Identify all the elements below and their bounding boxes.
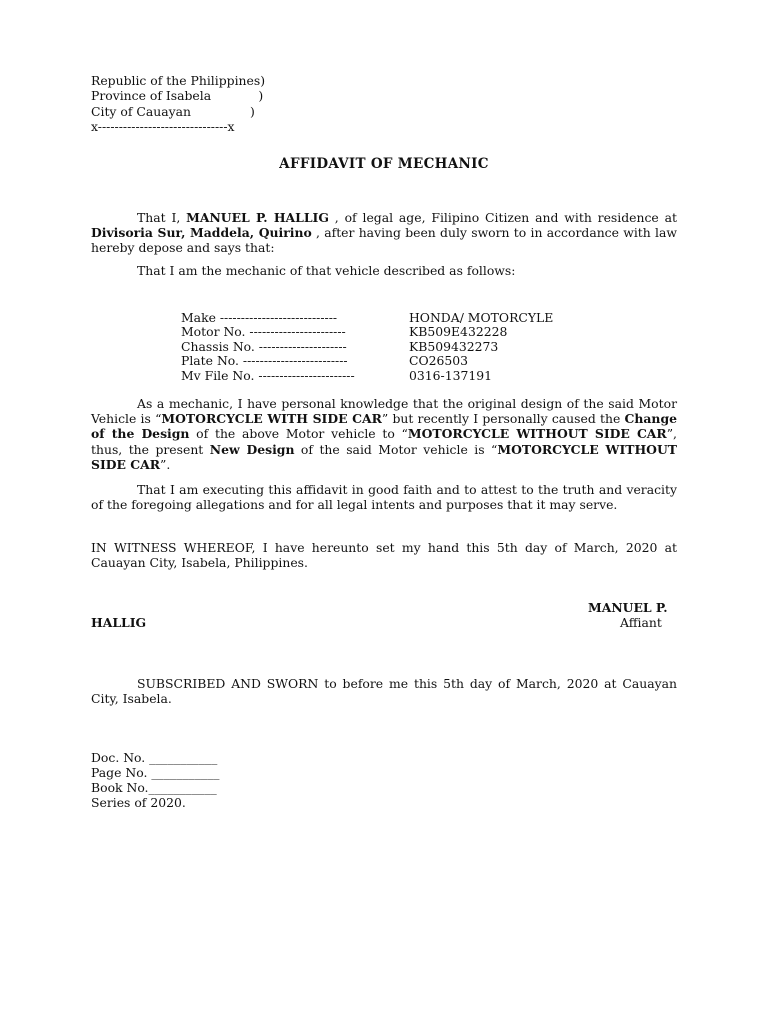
new-design-label: New Design bbox=[209, 441, 295, 457]
new-design: MOTORCYCLE WITHOUT SIDE CAR bbox=[91, 441, 677, 472]
vehicle-label: Make ---------------------------- bbox=[181, 310, 338, 325]
subscribed-text: SUBSCRIBED AND SWORN to before me this 5th day of March, 2020 at Cauayan City, Isabela. bbox=[91, 676, 677, 707]
vehicle-label: Chassis No. --------------------- bbox=[181, 339, 347, 354]
mechanic-statement: That I am the mechanic of that vehicle described as follows: bbox=[137, 263, 516, 278]
signature-name-part2: HALLIG bbox=[91, 615, 147, 630]
vehicle-value: KB509E432228 bbox=[409, 324, 508, 339]
document-title: AFFIDAVIT OF MECHANIC bbox=[279, 156, 489, 172]
knowledge-paragraph bbox=[91, 396, 677, 472]
knowledge-text-5: of the said Motor vehicle is “ bbox=[294, 441, 498, 457]
good-faith-text: That I am executing this affidavit in good faith and to attest to the truth and veracity of the foregoing allegations and for all legal intents and purposes that it may serve. bbox=[91, 482, 677, 513]
vehicle-label: Plate No. ------------------------- bbox=[181, 353, 348, 368]
knowledge-text-3: of the above Motor vehicle to “ bbox=[189, 426, 408, 442]
series: Series of 2020. bbox=[91, 795, 186, 810]
vehicle-row-plate bbox=[181, 353, 601, 368]
signature-name-part1: MANUEL P. bbox=[588, 600, 668, 615]
subscribed-paragraph bbox=[91, 676, 677, 706]
knowledge-text-1: As a mechanic, I have personal knowledge that the original design of the said Motor Vehicle is “ bbox=[91, 396, 677, 427]
book-no: Book No.___________ bbox=[91, 780, 217, 795]
witness-text: IN WITNESS WHEREOF, I have hereunto set my hand this 5th day of March, 2020 at Cauayan City, Isabela, Philippines. bbox=[91, 540, 677, 571]
changed-design: MOTORCYCLE WITHOUT SIDE CAR bbox=[407, 426, 667, 442]
intro-text-1: That I, bbox=[137, 210, 187, 225]
good-faith-paragraph bbox=[91, 482, 677, 512]
vehicle-label: Motor No. ----------------------- bbox=[181, 324, 346, 339]
vehicle-value: CO26503 bbox=[409, 353, 469, 368]
page-no: Page No. ___________ bbox=[91, 765, 220, 780]
header-province: Province of Isabela ) bbox=[91, 88, 264, 103]
knowledge-text-6: ”. bbox=[160, 456, 171, 472]
vehicle-value: KB509432273 bbox=[409, 339, 499, 354]
residence-address: Divisoria Sur, Maddela, Quirino bbox=[91, 225, 312, 241]
header-separator: x-------------------------------x bbox=[91, 119, 235, 134]
knowledge-text-2: ” but recently I personally caused the bbox=[381, 411, 625, 427]
header-republic: Republic of the Philippines) bbox=[91, 73, 266, 88]
affiant-label: Affiant bbox=[620, 615, 662, 630]
intro-text-2: , of legal age, Filipino Citizen and with residence at bbox=[328, 210, 677, 225]
vehicle-value: 0316-137191 bbox=[409, 368, 493, 383]
vehicle-label: Mv File No. ----------------------- bbox=[181, 368, 355, 383]
vehicle-row-make bbox=[181, 310, 601, 325]
change-of-design: Change of the Design bbox=[91, 411, 677, 442]
vehicle-value: HONDA/ MOTORCYLE bbox=[409, 310, 554, 325]
original-design: MOTORCYCLE WITH SIDE CAR bbox=[161, 411, 382, 427]
affiant-name: MANUEL P. HALLIG bbox=[186, 210, 329, 225]
vehicle-row-chassis bbox=[181, 339, 601, 354]
vehicle-row-motor bbox=[181, 324, 601, 339]
intro-paragraph bbox=[91, 210, 677, 256]
doc-no: Doc. No. ___________ bbox=[91, 750, 218, 765]
vehicle-row-mvfile bbox=[181, 368, 601, 383]
intro-text-3: , after having been duly sworn to in accordance with law hereby depose and says that: bbox=[91, 225, 677, 256]
witness-paragraph bbox=[91, 540, 677, 570]
knowledge-text-4: ”, thus, the present bbox=[91, 426, 677, 457]
header-city: City of Cauayan ) bbox=[91, 104, 255, 119]
